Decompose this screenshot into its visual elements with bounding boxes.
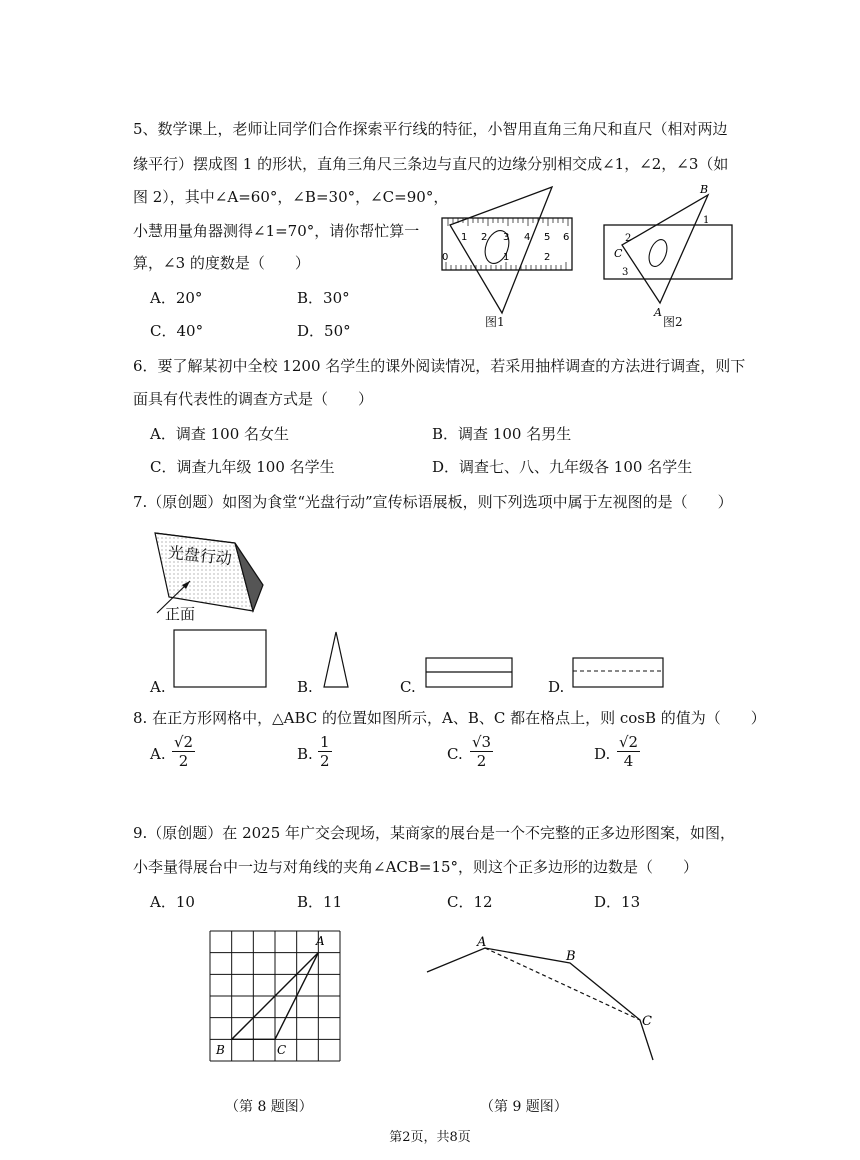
q5-line5: 算，∠3 的度数是（ ）	[133, 254, 310, 272]
q7-option-c-label: C.	[400, 678, 416, 696]
q8-option-a-label: A.	[150, 745, 166, 763]
ruler-tick-label: 3	[503, 232, 510, 243]
ruler-tick-label: 2	[544, 252, 551, 263]
q9-option-c: C．12	[447, 893, 493, 911]
q8-option-c-label: C.	[447, 745, 463, 763]
angle-1-label: 1	[703, 215, 710, 226]
vertex-a-label: A	[654, 306, 662, 319]
front-label: 正面	[165, 605, 196, 623]
ruler-tick-label: 0	[442, 252, 449, 263]
q8-figure-caption: （第 8 题图）	[225, 1099, 313, 1115]
q9-line2: 小李量得展台中一边与对角线的夹角∠ACB=15°，则这个正多边形的边数是（ ）	[133, 858, 699, 876]
q8-option-d-fraction: $\frac{√2}{4}$	[619, 733, 639, 770]
q7-option-d-rectangle-dashed-line	[572, 657, 667, 692]
q8-option-c-fraction: $\frac{√3}{2}$	[472, 733, 492, 770]
angle-2-label: 2	[625, 233, 632, 244]
q8-option-a-fraction: $\frac{√2}{2}$	[174, 733, 194, 770]
q6-line1: 6．要了解某初中全校 1200 名学生的课外阅读情况，若采用抽样调查的方法进行调查，则下	[133, 357, 746, 375]
set-square	[622, 195, 708, 303]
grid-point-c-label: C	[277, 1043, 287, 1057]
q7-option-a-rectangle	[173, 629, 268, 689]
q8-grid-figure	[205, 926, 345, 1071]
q5-option-b: B．30°	[297, 289, 350, 307]
q5-option-c: C．40°	[150, 322, 204, 340]
q6-option-c: C．调查九年级 100 名学生	[150, 458, 335, 476]
q7-option-b-triangle	[322, 630, 352, 690]
q9-polygon-figure	[425, 930, 665, 1070]
q6-option-d: D．调查七、八、九年级各 100 名学生	[432, 458, 693, 476]
vertex-b-label: B	[700, 183, 709, 196]
set-square	[450, 187, 552, 313]
q9-option-a: A．10	[150, 893, 195, 911]
ruler-tick-label: 2	[481, 232, 488, 243]
q5-option-a: A．20°	[150, 289, 203, 307]
q7-option-b-label: B.	[297, 678, 313, 696]
q9-option-b: B．11	[297, 893, 343, 911]
angle-3-label: 3	[622, 267, 629, 278]
board-slogan: 光盘行动	[167, 542, 233, 569]
q5-line4: 小慧用量角器测得∠1=70°，请你帮忙算一	[133, 222, 420, 240]
diagonal-ac	[485, 948, 640, 1020]
q5-figure-1-caption: 图1	[485, 315, 505, 329]
set-square-hole	[646, 237, 671, 269]
ruler-tick-label: 1	[503, 252, 510, 263]
q5-figure-1	[440, 185, 575, 330]
polygon-edges	[427, 948, 653, 1060]
ruler-tick-label: 1	[461, 232, 468, 243]
q7-option-c-rectangle-solid-line	[425, 657, 515, 692]
q5-line2: 缘平行）摆成图 1 的形状，直角三角尺三条边与直尺的边缘分别相交成∠1，∠2，∠3（如	[133, 155, 729, 173]
q6-option-b: B．调查 100 名男生	[432, 425, 572, 443]
vertex-c-label: C	[614, 247, 623, 260]
q6-option-a: A．调查 100 名女生	[150, 425, 289, 443]
q8-line1: 8. 在正方形网格中，△ABC 的位置如图所示，A、B、C 都在格点上，则 cosB 的值为（ ）	[133, 709, 766, 727]
q9-figure-caption: （第 9 题图）	[480, 1099, 568, 1115]
grid-point-a-label: A	[316, 934, 325, 948]
q5-line1: 5、数学课上，老师让同学们合作探索平行线的特征，小智用直角三角尺和直尺（相对两边	[133, 120, 728, 138]
q5-figure-2	[600, 183, 740, 318]
q6-line2: 面具有代表性的调查方式是（ ）	[133, 390, 374, 408]
ruler-tick-label: 4	[524, 232, 531, 243]
q8-option-d-label: D.	[594, 745, 611, 763]
q7-line1: 7.（原创题）如图为食堂“光盘行动”宣传标语展板，则下列选项中属于左视图的是（ ）	[133, 493, 733, 511]
q7-option-d-label: D.	[548, 678, 565, 696]
ruler-tick-label: 6	[563, 232, 570, 243]
ruler-tick-label: 5	[544, 232, 551, 243]
q9-option-d: D．13	[594, 893, 641, 911]
page-number: 第2页，共8页	[389, 1130, 471, 1145]
point-b-label: B	[566, 949, 576, 964]
q8-option-b-label: B.	[297, 745, 313, 763]
point-c-label: C	[642, 1014, 652, 1029]
q5-figure-2-caption: 图2	[663, 315, 683, 329]
q5-option-d: D．50°	[297, 322, 351, 340]
q8-option-b-fraction: $\frac{1}{2}$	[320, 733, 330, 770]
q7-option-a-label: A.	[150, 678, 166, 696]
q9-line1: 9.（原创题）在 2025 年广交会现场，某商家的展台是一个不完整的正多边形图案，如图，	[133, 824, 736, 842]
q5-line3: 图 2），其中∠A=60°，∠B=30°，∠C=90°，	[133, 188, 449, 206]
grid-point-b-label: B	[216, 1043, 225, 1057]
point-a-label: A	[477, 935, 487, 950]
